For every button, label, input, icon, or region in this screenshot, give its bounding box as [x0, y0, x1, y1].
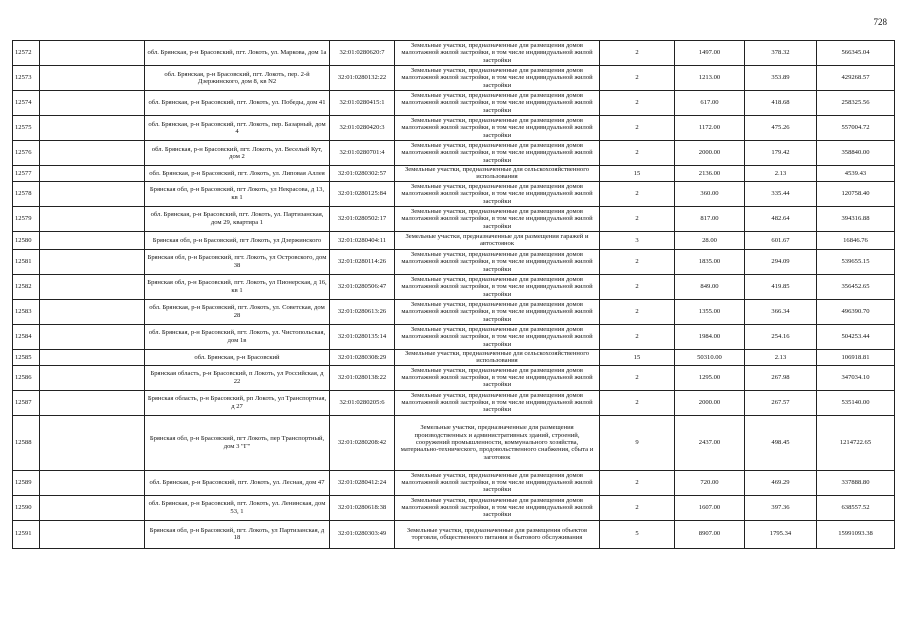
row-number: 12574	[13, 91, 40, 116]
specific-value-cell: 267.98	[745, 365, 817, 390]
row-number: 12577	[13, 166, 40, 182]
page-number: 728	[873, 17, 887, 27]
address-cell: Брянская обл, р-н Брасовский, пгт Локоть, пер Транспортный, дом 3 "Г"	[145, 415, 330, 470]
land-use-cell: Земельные участки, предназначенные для сельскохозяйственного использования	[395, 349, 600, 365]
address-cell: обл. Брянская, р-н Брасовский	[145, 349, 330, 365]
table-row	[13, 41, 895, 66]
cadastral-number-cell: 32:01:0280114:26	[330, 249, 395, 274]
address-cell: Брянская область, р-н Брасовский, п Локоть, ул Российская, д 22	[145, 365, 330, 390]
blank-cell	[40, 349, 145, 365]
specific-value-cell: 418.68	[745, 91, 817, 116]
specific-value-cell: 482.64	[745, 206, 817, 231]
table-row	[13, 324, 895, 349]
table-row	[13, 141, 895, 166]
blank-cell	[40, 181, 145, 206]
row-number: 12578	[13, 181, 40, 206]
blank-cell	[40, 324, 145, 349]
cadastral-cost-cell: 566345.04	[817, 41, 895, 66]
area-cell: 2437.00	[675, 415, 745, 470]
group-cell: 15	[600, 349, 675, 365]
land-use-cell: Земельные участки, предназначенные для сельскохозяйственного использования	[395, 166, 600, 182]
cadastral-number-cell: 32:01:0280502:17	[330, 206, 395, 231]
area-cell: 1355.00	[675, 299, 745, 324]
cadastral-cost-cell: 337888.80	[817, 470, 895, 495]
row-number: 12583	[13, 299, 40, 324]
blank-cell	[40, 365, 145, 390]
cadastral-cost-cell: 557004.72	[817, 116, 895, 141]
blank-cell	[40, 91, 145, 116]
area-cell: 849.00	[675, 274, 745, 299]
group-cell: 2	[600, 141, 675, 166]
address-cell: Брянская обл, р-н Брасовский, пгт. Локоть, ул Пионерская, д 16, кв 1	[145, 274, 330, 299]
group-cell: 2	[600, 41, 675, 66]
table-row	[13, 520, 895, 548]
table-row	[13, 91, 895, 116]
row-number: 12587	[13, 390, 40, 415]
address-cell: обл. Брянская, р-н Брасовский, пгт. Локоть, пер. Базарный, дом 4	[145, 116, 330, 141]
table-row	[13, 349, 895, 365]
row-number: 12588	[13, 415, 40, 470]
cadastral-cost-cell: 1214722.65	[817, 415, 895, 470]
blank-cell	[40, 274, 145, 299]
land-use-cell: Земельные участки, предназначенные для размещения домов малоэтажной жилой застройки, в том числе индивидуальной жилой застройки	[395, 141, 600, 166]
address-cell: обл. Брянская, р-н Брасовский, пгт. Локоть, ул. Лесная, дом 47	[145, 470, 330, 495]
area-cell: 1607.00	[675, 495, 745, 520]
cadastral-number-cell: 32:01:0280132:22	[330, 66, 395, 91]
address-cell: Брянская обл, р-н Брасовский, пгт Локоть, ул Дзержинского	[145, 231, 330, 249]
area-cell: 1984.00	[675, 324, 745, 349]
cadastral-cost-cell: 16846.76	[817, 231, 895, 249]
specific-value-cell: 378.32	[745, 41, 817, 66]
land-registry-table	[12, 40, 895, 549]
specific-value-cell: 469.29	[745, 470, 817, 495]
cadastral-cost-cell: 496390.70	[817, 299, 895, 324]
cadastral-number-cell: 32:01:0280506:47	[330, 274, 395, 299]
cadastral-cost-cell: 504253.44	[817, 324, 895, 349]
group-cell: 5	[600, 520, 675, 548]
table-row	[13, 181, 895, 206]
land-use-cell: Земельные участки, предназначенные для размещения домов малоэтажной жилой застройки, в том числе индивидуальной жилой застройки	[395, 299, 600, 324]
land-use-cell: Земельные участки, предназначенные для размещения домов малоэтажной жилой застройки, в том числе индивидуальной жилой застройки	[395, 324, 600, 349]
land-use-cell: Земельные участки, предназначенные для размещения домов малоэтажной жилой застройки, в том числе индивидуальной жилой застройки	[395, 66, 600, 91]
address-cell: обл. Брянская, р-н Брасовский, пгт. Локоть, ул. Чистопольская, дом 1в	[145, 324, 330, 349]
cadastral-number-cell: 32:01:0280420:3	[330, 116, 395, 141]
table-body	[13, 41, 895, 549]
address-cell: обл. Брянская, р-н Брасовский, пгт. Локоть, ул. Веселый Кут, дом 2	[145, 141, 330, 166]
address-cell: обл. Брянская, р-н Брасовский, пгт. Локоть, ул. Маркова, дом 1а	[145, 41, 330, 66]
row-number: 12589	[13, 470, 40, 495]
row-number: 12573	[13, 66, 40, 91]
specific-value-cell: 2.13	[745, 349, 817, 365]
row-number: 12590	[13, 495, 40, 520]
address-cell: обл. Брянская, р-н Брасовский, пгт. Локоть, пер. 2-й Дзержинского, дом 8, кв N2	[145, 66, 330, 91]
group-cell: 2	[600, 470, 675, 495]
cadastral-cost-cell: 4539.43	[817, 166, 895, 182]
cadastral-number-cell: 32:01:0280205:6	[330, 390, 395, 415]
land-use-cell: Земельные участки, предназначенные для размещения домов малоэтажной жилой застройки, в том числе индивидуальной жилой застройки	[395, 274, 600, 299]
blank-cell	[40, 520, 145, 548]
blank-cell	[40, 299, 145, 324]
cadastral-number-cell: 32:01:0280135:14	[330, 324, 395, 349]
table-row	[13, 274, 895, 299]
group-cell: 2	[600, 249, 675, 274]
area-cell: 2000.00	[675, 141, 745, 166]
group-cell: 15	[600, 166, 675, 182]
cadastral-number-cell: 32:01:0280404:11	[330, 231, 395, 249]
blank-cell	[40, 166, 145, 182]
table-row	[13, 495, 895, 520]
address-cell: обл. Брянская, р-н Брасовский, пгт. Локоть, ул. Советская, дом 28	[145, 299, 330, 324]
row-number: 12585	[13, 349, 40, 365]
area-cell: 617.00	[675, 91, 745, 116]
cadastral-cost-cell: 347034.10	[817, 365, 895, 390]
area-cell: 1172.00	[675, 116, 745, 141]
blank-cell	[40, 66, 145, 91]
group-cell: 2	[600, 116, 675, 141]
cadastral-number-cell: 32:01:0280613:26	[330, 299, 395, 324]
land-use-cell: Земельные участки, предназначенные для размещения производственных и административных зданий, строений, сооружений промышленности, коммунального хозяйства, материально-технического, продовольственного снабжения, сбыта и заготовок	[395, 415, 600, 470]
table-row	[13, 415, 895, 470]
area-cell: 720.00	[675, 470, 745, 495]
group-cell: 2	[600, 274, 675, 299]
group-cell: 2	[600, 206, 675, 231]
row-number: 12584	[13, 324, 40, 349]
land-use-cell: Земельные участки, предназначенные для размещения домов малоэтажной жилой застройки, в том числе индивидуальной жилой застройки	[395, 249, 600, 274]
land-use-cell: Земельные участки, предназначенные для размещения гаражей и автостоянок	[395, 231, 600, 249]
specific-value-cell: 353.89	[745, 66, 817, 91]
specific-value-cell: 366.34	[745, 299, 817, 324]
land-use-cell: Земельные участки, предназначенные для размещения домов малоэтажной жилой застройки, в том числе индивидуальной жилой застройки	[395, 181, 600, 206]
cadastral-cost-cell: 394316.88	[817, 206, 895, 231]
area-cell: 28.00	[675, 231, 745, 249]
area-cell: 360.00	[675, 181, 745, 206]
cadastral-number-cell: 32:01:0280412:24	[330, 470, 395, 495]
cadastral-cost-cell: 15991093.38	[817, 520, 895, 548]
group-cell: 2	[600, 390, 675, 415]
cadastral-cost-cell: 539655.15	[817, 249, 895, 274]
table-row	[13, 470, 895, 495]
specific-value-cell: 335.44	[745, 181, 817, 206]
area-cell: 1295.00	[675, 365, 745, 390]
group-cell: 3	[600, 231, 675, 249]
address-cell: обл. Брянская, р-н Брасовский, пгт. Локоть, ул. Липовая Аллея	[145, 166, 330, 182]
area-cell: 1835.00	[675, 249, 745, 274]
area-cell: 1497.00	[675, 41, 745, 66]
table-row	[13, 231, 895, 249]
area-cell: 2000.00	[675, 390, 745, 415]
land-use-cell: Земельные участки, предназначенные для размещения домов малоэтажной жилой застройки, в том числе индивидуальной жилой застройки	[395, 91, 600, 116]
land-use-cell: Земельные участки, предназначенные для размещения объектов торговли, общественного питания и бытового обслуживания	[395, 520, 600, 548]
row-number: 12575	[13, 116, 40, 141]
blank-cell	[40, 249, 145, 274]
cadastral-number-cell: 32:01:0280138:22	[330, 365, 395, 390]
cadastral-number-cell: 32:01:0280208:42	[330, 415, 395, 470]
group-cell: 2	[600, 324, 675, 349]
land-use-cell: Земельные участки, предназначенные для размещения домов малоэтажной жилой застройки, в том числе индивидуальной жилой застройки	[395, 41, 600, 66]
cadastral-cost-cell: 356452.65	[817, 274, 895, 299]
blank-cell	[40, 206, 145, 231]
cadastral-number-cell: 32:01:0280125:84	[330, 181, 395, 206]
cadastral-number-cell: 32:01:0280308:29	[330, 349, 395, 365]
cadastral-cost-cell: 535140.00	[817, 390, 895, 415]
blank-cell	[40, 141, 145, 166]
land-use-cell: Земельные участки, предназначенные для размещения домов малоэтажной жилой застройки, в том числе индивидуальной жилой застройки	[395, 206, 600, 231]
cadastral-number-cell: 32:01:0280302:57	[330, 166, 395, 182]
address-cell: обл. Брянская, р-н Брасовский, пгт. Локоть, ул. Победы, дом 41	[145, 91, 330, 116]
land-use-cell: Земельные участки, предназначенные для размещения домов малоэтажной жилой застройки, в том числе индивидуальной жилой застройки	[395, 495, 600, 520]
address-cell: обл. Брянская, р-н Брасовский, пгт. Локоть, ул. Партизанская, дом 29, квартира 1	[145, 206, 330, 231]
cadastral-cost-cell: 120758.40	[817, 181, 895, 206]
specific-value-cell: 1795.34	[745, 520, 817, 548]
table-row	[13, 365, 895, 390]
specific-value-cell: 601.67	[745, 231, 817, 249]
area-cell: 1213.00	[675, 66, 745, 91]
group-cell: 2	[600, 181, 675, 206]
address-cell: Брянская обл, р-н Брасовский, пгт Локоть, ул Некрасова, д 13, кв 1	[145, 181, 330, 206]
specific-value-cell: 419.85	[745, 274, 817, 299]
cadastral-cost-cell: 358840.00	[817, 141, 895, 166]
row-number: 12591	[13, 520, 40, 548]
specific-value-cell: 267.57	[745, 390, 817, 415]
group-cell: 9	[600, 415, 675, 470]
cadastral-number-cell: 32:01:0280618:38	[330, 495, 395, 520]
table-row	[13, 166, 895, 182]
blank-cell	[40, 390, 145, 415]
area-cell: 2136.00	[675, 166, 745, 182]
cadastral-number-cell: 32:01:0280303:49	[330, 520, 395, 548]
table-row	[13, 116, 895, 141]
specific-value-cell: 294.09	[745, 249, 817, 274]
address-cell: обл. Брянская, р-н Брасовский, пгт. Локоть, ул. Ленинская, дом 53, 1	[145, 495, 330, 520]
group-cell: 2	[600, 495, 675, 520]
specific-value-cell: 498.45	[745, 415, 817, 470]
specific-value-cell: 397.36	[745, 495, 817, 520]
specific-value-cell: 2.13	[745, 166, 817, 182]
specific-value-cell: 475.26	[745, 116, 817, 141]
blank-cell	[40, 231, 145, 249]
row-number: 12582	[13, 274, 40, 299]
cadastral-number-cell: 32:01:0280701:4	[330, 141, 395, 166]
address-cell: Брянская область, р-н Брасовский, рп Локоть, ул Транспортная, д 27	[145, 390, 330, 415]
group-cell: 2	[600, 365, 675, 390]
specific-value-cell: 254.16	[745, 324, 817, 349]
address-cell: Брянская обл, р-н Брасовский, пгт. Локоть, ул Островского, дом 38	[145, 249, 330, 274]
row-number: 12580	[13, 231, 40, 249]
area-cell: 817.00	[675, 206, 745, 231]
blank-cell	[40, 495, 145, 520]
table-row	[13, 206, 895, 231]
group-cell: 2	[600, 299, 675, 324]
land-use-cell: Земельные участки, предназначенные для размещения домов малоэтажной жилой застройки, в том числе индивидуальной жилой застройки	[395, 470, 600, 495]
area-cell: 8907.00	[675, 520, 745, 548]
cadastral-number-cell: 32:01:0280620:7	[330, 41, 395, 66]
row-number: 12581	[13, 249, 40, 274]
table-row	[13, 249, 895, 274]
row-number: 12576	[13, 141, 40, 166]
group-cell: 2	[600, 66, 675, 91]
row-number: 12572	[13, 41, 40, 66]
group-cell: 2	[600, 91, 675, 116]
blank-cell	[40, 41, 145, 66]
address-cell: Брянская обл, р-н Брасовский, пгт. Локоть, ул Партизанская, д 18	[145, 520, 330, 548]
land-use-cell: Земельные участки, предназначенные для размещения домов малоэтажной жилой застройки, в том числе индивидуальной жилой застройки	[395, 116, 600, 141]
land-use-cell: Земельные участки, предназначенные для размещения домов малоэтажной жилой застройки, в том числе индивидуальной жилой застройки	[395, 365, 600, 390]
row-number: 12586	[13, 365, 40, 390]
table-row	[13, 390, 895, 415]
blank-cell	[40, 470, 145, 495]
cadastral-cost-cell: 258325.56	[817, 91, 895, 116]
cadastral-cost-cell: 106918.81	[817, 349, 895, 365]
blank-cell	[40, 116, 145, 141]
cadastral-cost-cell: 429268.57	[817, 66, 895, 91]
row-number: 12579	[13, 206, 40, 231]
specific-value-cell: 179.42	[745, 141, 817, 166]
blank-cell	[40, 415, 145, 470]
area-cell: 50310.00	[675, 349, 745, 365]
table-row	[13, 299, 895, 324]
cadastral-cost-cell: 638557.52	[817, 495, 895, 520]
cadastral-number-cell: 32:01:0280415:1	[330, 91, 395, 116]
table-row	[13, 66, 895, 91]
land-use-cell: Земельные участки, предназначенные для размещения домов малоэтажной жилой застройки, в том числе индивидуальной жилой застройки	[395, 390, 600, 415]
